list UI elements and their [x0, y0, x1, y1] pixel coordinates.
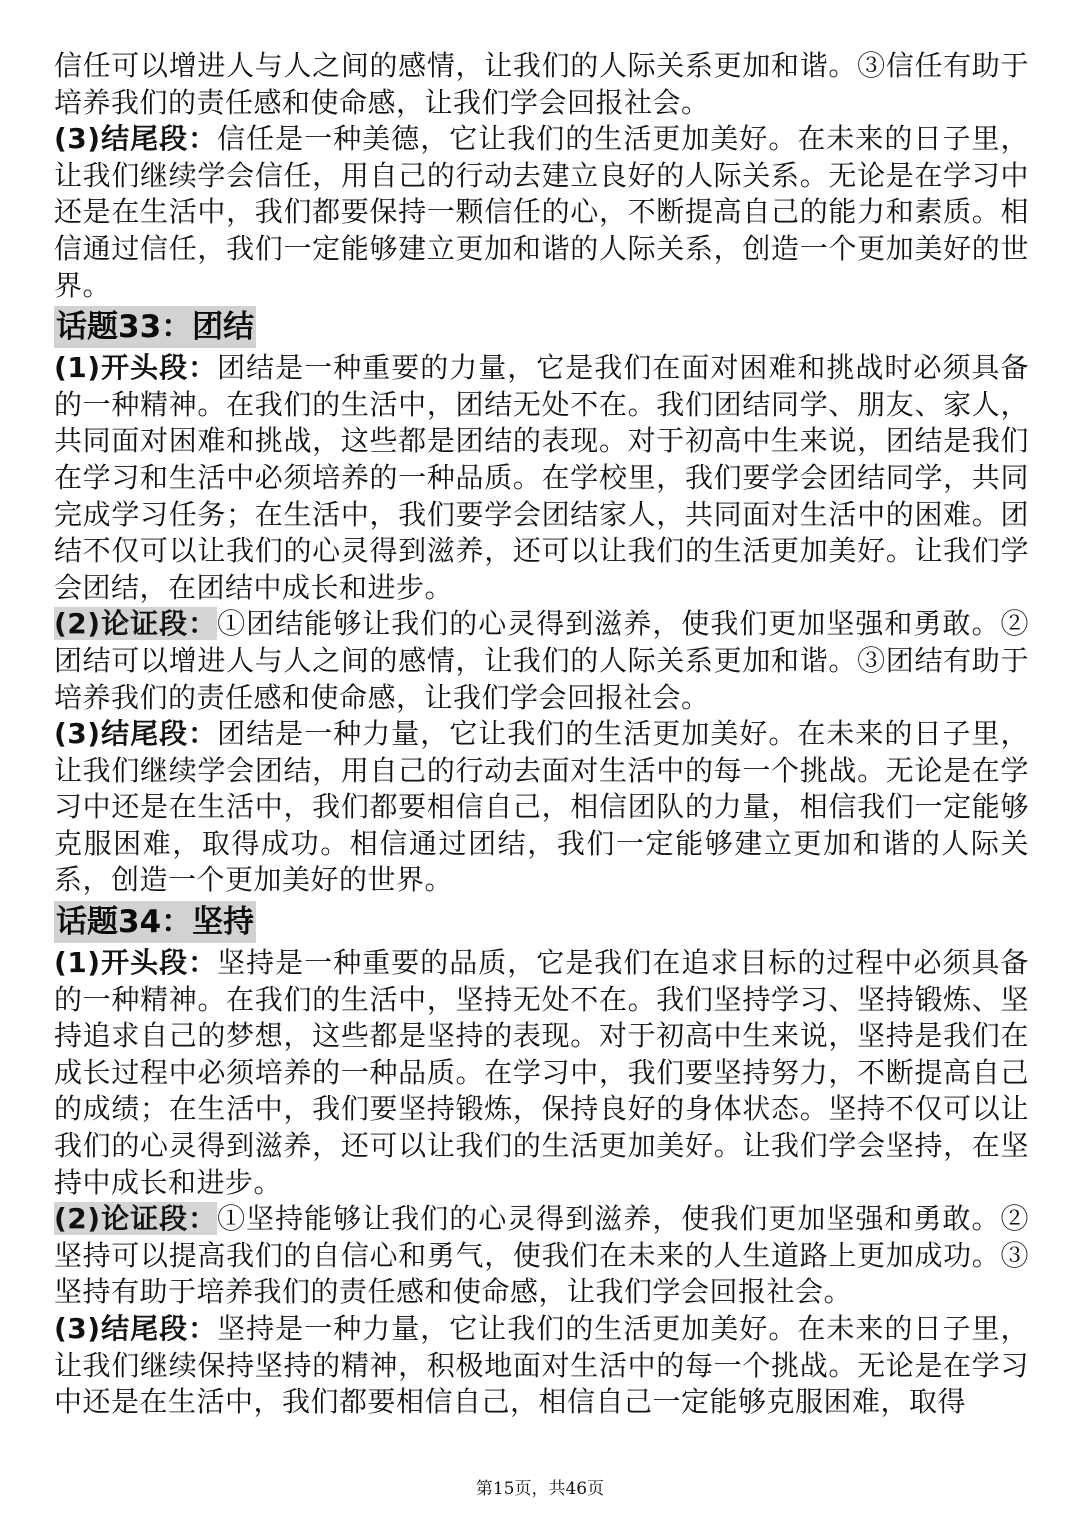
paragraph-persistence-conclusion [54, 1311, 1029, 1421]
paragraph-persistence-opening [54, 945, 1029, 1201]
paragraph-text: ①团结能够让我们的心灵得到滋养，使我们更加坚强和勇敢。②团结可以增进人与人之间的感情，让我们的人际关系更加和谐。③团结有助于培养我们的责任感和使命感，让我们学会回报社会。 [54, 607, 1029, 714]
paragraph-lead: (2)论证段： [54, 607, 218, 641]
paragraph-unity-argument [54, 606, 1029, 716]
document-page [54, 48, 1029, 1421]
paragraph-lead: (3)结尾段： [54, 122, 218, 156]
paragraph-text: 信任是一种美德，它让我们的生活更加美好。在未来的日子里，让我们继续学会信任，用自己的行动去建立良好的人际关系。无论是在学习中还是在生活中，我们都要保持一颗信任的心，不断提高自己的能力和素质。相信通过信任，我们一定能够建立更加和谐的人际关系，创造一个更加美好的世界。 [54, 122, 1029, 302]
topic-heading-row [54, 304, 1029, 350]
paragraph-lead: (1)开头段： [54, 351, 218, 385]
paragraph-text: 坚持是一种力量，它让我们的生活更加美好。在未来的日子里，让我们继续保持坚持的精神，积极地面对生活中的每一个挑战。无论是在学习中还是在生活中，我们都要相信自己，相信自己一定能够克服困难，取得 [54, 1312, 1029, 1419]
paragraph-lead: (2)论证段： [54, 1202, 218, 1236]
paragraph-text: 团结是一种重要的力量，它是我们在面对困难和挑战时必须具备的一种精神。在我们的生活中，团结无处不在。我们团结同学、朋友、家人，共同面对困难和挑战，这些都是团结的表现。对于初高中生来说，团结是我们在学习和生活中必须培养的一种品质。在学校里，我们要学会团结同学，共同完成学习任务；在生活中，我们要学会团结家人，共同面对生活中的困难。团结不仅可以让我们的心灵得到滋养，还可以让我们的生活更加美好。让我们学会团结，在团结中成长和进步。 [54, 351, 1029, 604]
paragraph-unity-conclusion [54, 716, 1029, 899]
paragraph-unity-opening [54, 350, 1029, 606]
paragraph-text: 信任可以增进人与人之间的感情，让我们的人际关系更加和谐。③信任有助于培养我们的责任感和使命感，让我们学会回报社会。 [54, 49, 1029, 119]
page-number-footer: 第15页，共46页 [475, 1479, 605, 1499]
paragraph-lead: (3)结尾段： [54, 717, 218, 751]
paragraph-lead: (1)开头段： [54, 946, 218, 980]
paragraph-trust-conclusion [54, 121, 1029, 304]
paragraph-persistence-argument [54, 1201, 1029, 1311]
paragraph-text: 坚持是一种重要的品质，它是我们在追求目标的过程中必须具备的一种精神。在我们的生活中，坚持无处不在。我们坚持学习、坚持锻炼、坚持追求自己的梦想，这些都是坚持的表现。对于初高中生来说，坚持是我们在成长过程中必须培养的一种品质。在学习中，我们要坚持努力，不断提高自己的成绩；在生活中，我们要坚持锻炼，保持良好的身体状态。坚持不仅可以让我们的心灵得到滋养，还可以让我们的生活更加美好。让我们学会坚持，在坚持中成长和进步。 [54, 946, 1029, 1199]
paragraph-text: ①坚持能够让我们的心灵得到滋养，使我们更加坚强和勇敢。②坚持可以提高我们的自信心和勇气，使我们在未来的人生道路上更加成功。③坚持有助于培养我们的责任感和使命感，让我们学会回报社会。 [54, 1202, 1029, 1309]
paragraph-lead: (3)结尾段： [54, 1312, 218, 1345]
topic-heading-33: 话题33：团结 [54, 306, 256, 348]
paragraph-text: 团结是一种力量，它让我们的生活更加美好。在未来的日子里，让我们继续学会团结，用自己的行动去面对生活中的每一个挑战。无论是在学习中还是在生活中，我们都要相信自己，相信团队的力量，相信我们一定能够克服困难，取得成功。相信通过团结，我们一定能够建立更加和谐的人际关系，创造一个更加美好的世界。 [54, 717, 1029, 897]
topic-heading-row [54, 899, 1029, 945]
topic-heading-34: 话题34：坚持 [54, 901, 256, 943]
paragraph-trust-argument-end [54, 48, 1029, 121]
